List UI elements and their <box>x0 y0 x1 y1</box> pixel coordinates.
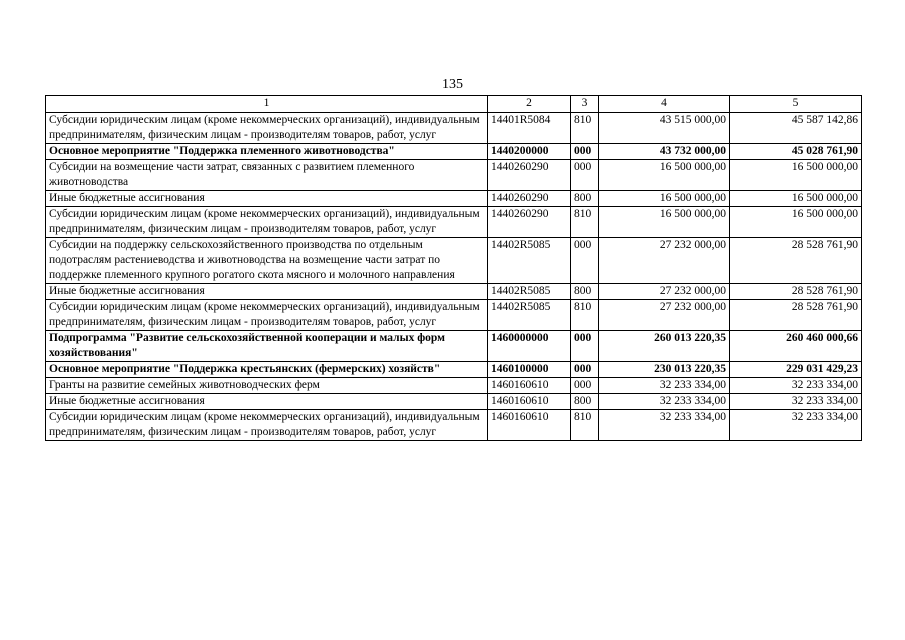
row-value-4: 32 233 334,00 <box>599 378 730 394</box>
row-value-5: 28 528 761,90 <box>730 238 862 284</box>
row-value-5: 32 233 334,00 <box>730 410 862 441</box>
row-type: 000 <box>571 331 599 362</box>
row-value-5: 28 528 761,90 <box>730 284 862 300</box>
row-code: 1440260290 <box>488 160 571 191</box>
table-row <box>46 394 862 410</box>
row-name: Субсидии на возмещение части затрат, связанных с развитием племенного животноводства <box>46 160 488 191</box>
row-value-5: 229 031 429,23 <box>730 362 862 378</box>
row-type: 800 <box>571 394 599 410</box>
row-name: Подпрограмма "Развитие сельскохозяйственной кооперации и малых форм хозяйствования" <box>46 331 488 362</box>
row-value-5: 16 500 000,00 <box>730 207 862 238</box>
row-type: 810 <box>571 113 599 144</box>
row-value-4: 27 232 000,00 <box>599 300 730 331</box>
row-code: 1460100000 <box>488 362 571 378</box>
row-value-4: 43 732 000,00 <box>599 144 730 160</box>
row-type: 000 <box>571 238 599 284</box>
row-type: 810 <box>571 207 599 238</box>
table-row <box>46 284 862 300</box>
table-row <box>46 300 862 331</box>
column-header: 2 <box>488 96 571 113</box>
table-row <box>46 160 862 191</box>
row-name: Иные бюджетные ассигнования <box>46 394 488 410</box>
table-row <box>46 331 862 362</box>
row-value-5: 28 528 761,90 <box>730 300 862 331</box>
row-code: 14402R5085 <box>488 238 571 284</box>
row-type: 000 <box>571 362 599 378</box>
row-type: 000 <box>571 144 599 160</box>
table-row <box>46 362 862 378</box>
row-name: Субсидии на поддержку сельскохозяйственного производства по отдельным подотраслям растениеводства и животноводства на возмещение части затрат по поддержке племенного крупного рогатого скота мясного и молочного направления <box>46 238 488 284</box>
row-name: Иные бюджетные ассигнования <box>46 284 488 300</box>
table-row <box>46 191 862 207</box>
row-name: Субсидии юридическим лицам (кроме некоммерческих организаций), индивидуальным предпринимателям, физическим лицам - производителям товаров, работ, услуг <box>46 300 488 331</box>
row-name: Субсидии юридическим лицам (кроме некоммерческих организаций), индивидуальным предпринимателям, физическим лицам - производителям товаров, работ, услуг <box>46 113 488 144</box>
column-header: 3 <box>571 96 599 113</box>
row-value-4: 16 500 000,00 <box>599 160 730 191</box>
row-name: Субсидии юридическим лицам (кроме некоммерческих организаций), индивидуальным предпринимателям, физическим лицам - производителям товаров, работ, услуг <box>46 410 488 441</box>
table-row <box>46 207 862 238</box>
row-code: 1460160610 <box>488 394 571 410</box>
row-value-5: 32 233 334,00 <box>730 394 862 410</box>
page-number: 135 <box>442 77 463 92</box>
table-row <box>46 410 862 441</box>
column-header: 1 <box>46 96 488 113</box>
row-value-5: 16 500 000,00 <box>730 191 862 207</box>
column-header: 4 <box>599 96 730 113</box>
row-code: 14401R5084 <box>488 113 571 144</box>
budget-table <box>45 95 862 441</box>
row-name: Гранты на развитие семейных животноводческих ферм <box>46 378 488 394</box>
row-type: 000 <box>571 378 599 394</box>
row-code: 1460000000 <box>488 331 571 362</box>
row-code: 1440260290 <box>488 207 571 238</box>
row-value-5: 45 028 761,90 <box>730 144 862 160</box>
column-header: 5 <box>730 96 862 113</box>
row-value-4: 230 013 220,35 <box>599 362 730 378</box>
row-type: 800 <box>571 284 599 300</box>
header-row <box>46 96 862 113</box>
row-code: 14402R5085 <box>488 284 571 300</box>
row-value-5: 16 500 000,00 <box>730 160 862 191</box>
row-value-4: 16 500 000,00 <box>599 191 730 207</box>
row-name: Основное мероприятие "Поддержка крестьянских (фермерских) хозяйств" <box>46 362 488 378</box>
row-value-4: 260 013 220,35 <box>599 331 730 362</box>
row-value-4: 16 500 000,00 <box>599 207 730 238</box>
table-row <box>46 144 862 160</box>
row-code: 1440200000 <box>488 144 571 160</box>
row-value-5: 32 233 334,00 <box>730 378 862 394</box>
row-type: 000 <box>571 160 599 191</box>
table-row <box>46 113 862 144</box>
row-type: 810 <box>571 410 599 441</box>
row-value-4: 27 232 000,00 <box>599 238 730 284</box>
row-type: 800 <box>571 191 599 207</box>
row-code: 1460160610 <box>488 410 571 441</box>
table-row <box>46 378 862 394</box>
row-value-4: 32 233 334,00 <box>599 394 730 410</box>
row-value-4: 43 515 000,00 <box>599 113 730 144</box>
row-value-5: 45 587 142,86 <box>730 113 862 144</box>
table-row <box>46 238 862 284</box>
row-value-4: 27 232 000,00 <box>599 284 730 300</box>
row-name: Иные бюджетные ассигнования <box>46 191 488 207</box>
row-code: 1440260290 <box>488 191 571 207</box>
row-value-4: 32 233 334,00 <box>599 410 730 441</box>
row-code: 1460160610 <box>488 378 571 394</box>
row-name: Основное мероприятие "Поддержка племенного животноводства" <box>46 144 488 160</box>
row-code: 14402R5085 <box>488 300 571 331</box>
row-type: 810 <box>571 300 599 331</box>
row-value-5: 260 460 000,66 <box>730 331 862 362</box>
row-name: Субсидии юридическим лицам (кроме некоммерческих организаций), индивидуальным предпринимателям, физическим лицам - производителям товаров, работ, услуг <box>46 207 488 238</box>
